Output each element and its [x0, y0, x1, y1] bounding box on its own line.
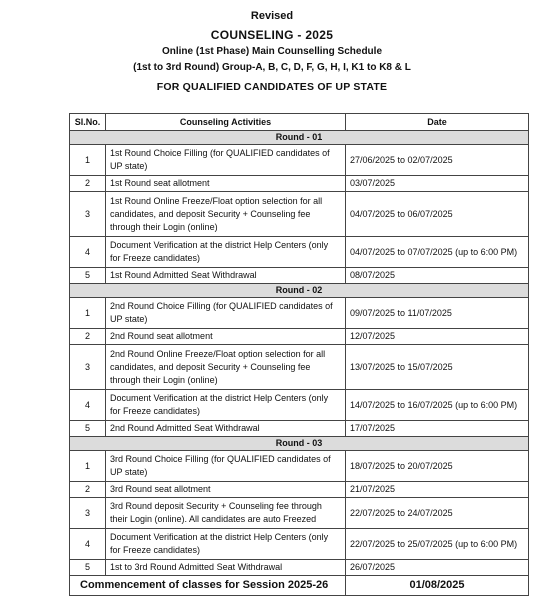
- schedule-table: [69, 113, 529, 596]
- table-row: [70, 451, 529, 482]
- activity-cell: 1st Round Choice Filling (for QUALIFIED candidates of UP state): [106, 145, 346, 176]
- sl-cell: 5: [70, 268, 106, 284]
- sl-cell: 2: [70, 482, 106, 498]
- date-cell: 21/07/2025: [346, 482, 529, 498]
- activity-cell: 1st Round Online Freeze/Float option selection for all candidates, and deposit Security + Counseling fee through their Login (online): [106, 192, 346, 237]
- activity-cell: 3rd Round deposit Security + Counseling fee through their Login (online). All candidates are auto Freezed: [106, 498, 346, 529]
- table-row: [70, 237, 529, 268]
- activity-cell: 1st to 3rd Round Admitted Seat Withdrawal: [106, 560, 346, 576]
- date-cell: 14/07/2025 to 16/07/2025 (up to 6:00 PM): [346, 390, 529, 421]
- table-row: [70, 482, 529, 498]
- sl-cell: 1: [70, 451, 106, 482]
- activity-cell: 1st Round seat allotment: [106, 176, 346, 192]
- activity-cell: 2nd Round Choice Filling (for QUALIFIED candidates of UP state): [106, 298, 346, 329]
- table-row: [70, 560, 529, 576]
- audience-subtitle: FOR QUALIFIED CANDIDATES OF UP STATE: [156, 81, 388, 93]
- sl-cell: 1: [70, 145, 106, 176]
- sl-cell: 5: [70, 421, 106, 437]
- round-header-row: [70, 284, 529, 298]
- sl-cell: 1: [70, 298, 106, 329]
- sl-cell: 5: [70, 560, 106, 576]
- date-cell: 13/07/2025 to 15/07/2025: [346, 345, 529, 390]
- sl-cell: 4: [70, 529, 106, 560]
- date-cell: 22/07/2025 to 24/07/2025: [346, 498, 529, 529]
- date-cell: 09/07/2025 to 11/07/2025: [346, 298, 529, 329]
- activity-cell: 3rd Round seat allotment: [106, 482, 346, 498]
- table-row: [70, 498, 529, 529]
- commencement-label: Commencement of classes for Session 2025-26: [70, 576, 346, 596]
- schedule-subtitle: Online (1st Phase) Main Counselling Schedule: [161, 46, 383, 57]
- date-cell: 03/07/2025: [346, 176, 529, 192]
- date-cell: 08/07/2025: [346, 268, 529, 284]
- column-header-activity: Counseling Activities: [106, 114, 346, 131]
- table-row: [70, 192, 529, 237]
- activity-cell: Document Verification at the district Help Centers (only for Freeze candidates): [106, 529, 346, 560]
- column-header-date: Date: [346, 114, 529, 131]
- date-cell: 26/07/2025: [346, 560, 529, 576]
- activity-cell: Document Verification at the district Help Centers (only for Freeze candidates): [106, 237, 346, 268]
- round-title: Round - 01: [70, 131, 529, 145]
- commencement-date: 01/08/2025: [346, 576, 529, 596]
- date-cell: 18/07/2025 to 20/07/2025: [346, 451, 529, 482]
- sl-cell: 3: [70, 192, 106, 237]
- table-row: [70, 176, 529, 192]
- sl-cell: 2: [70, 329, 106, 345]
- table-row: [70, 345, 529, 390]
- sl-cell: 3: [70, 498, 106, 529]
- table-row: [70, 298, 529, 329]
- round-header-row: [70, 437, 529, 451]
- activity-cell: 2nd Round Admitted Seat Withdrawal: [106, 421, 346, 437]
- activity-cell: 1st Round Admitted Seat Withdrawal: [106, 268, 346, 284]
- table-row: [70, 421, 529, 437]
- activity-cell: 2nd Round seat allotment: [106, 329, 346, 345]
- table-row: [70, 329, 529, 345]
- table-row: [70, 268, 529, 284]
- table-row: [70, 529, 529, 560]
- revised-label: Revised: [250, 10, 294, 22]
- document-title: COUNSELING - 2025: [210, 28, 334, 42]
- date-cell: 12/07/2025: [346, 329, 529, 345]
- round-header-row: [70, 131, 529, 145]
- round-title: Round - 03: [70, 437, 529, 451]
- sl-cell: 3: [70, 345, 106, 390]
- sl-cell: 4: [70, 237, 106, 268]
- date-cell: 22/07/2025 to 25/07/2025 (up to 6:00 PM): [346, 529, 529, 560]
- date-cell: 04/07/2025 to 06/07/2025: [346, 192, 529, 237]
- groups-subtitle: (1st to 3rd Round) Group-A, B, C, D, F, G, H, I, K1 to K8 & L: [133, 62, 411, 73]
- date-cell: 17/07/2025: [346, 421, 529, 437]
- round-title: Round - 02: [70, 284, 529, 298]
- column-header-slno: Sl.No.: [70, 114, 106, 131]
- activity-cell: 2nd Round Online Freeze/Float option selection for all candidates, and deposit Security + Counseling fee through their Login (online): [106, 345, 346, 390]
- sl-cell: 2: [70, 176, 106, 192]
- table-row: [70, 390, 529, 421]
- commencement-row: [70, 576, 529, 596]
- date-cell: 27/06/2025 to 02/07/2025: [346, 145, 529, 176]
- activity-cell: Document Verification at the district Help Centers (only for Freeze candidates): [106, 390, 346, 421]
- activity-cell: 3rd Round Choice Filling (for QUALIFIED candidates of UP state): [106, 451, 346, 482]
- table-row: [70, 145, 529, 176]
- sl-cell: 4: [70, 390, 106, 421]
- date-cell: 04/07/2025 to 07/07/2025 (up to 6:00 PM): [346, 237, 529, 268]
